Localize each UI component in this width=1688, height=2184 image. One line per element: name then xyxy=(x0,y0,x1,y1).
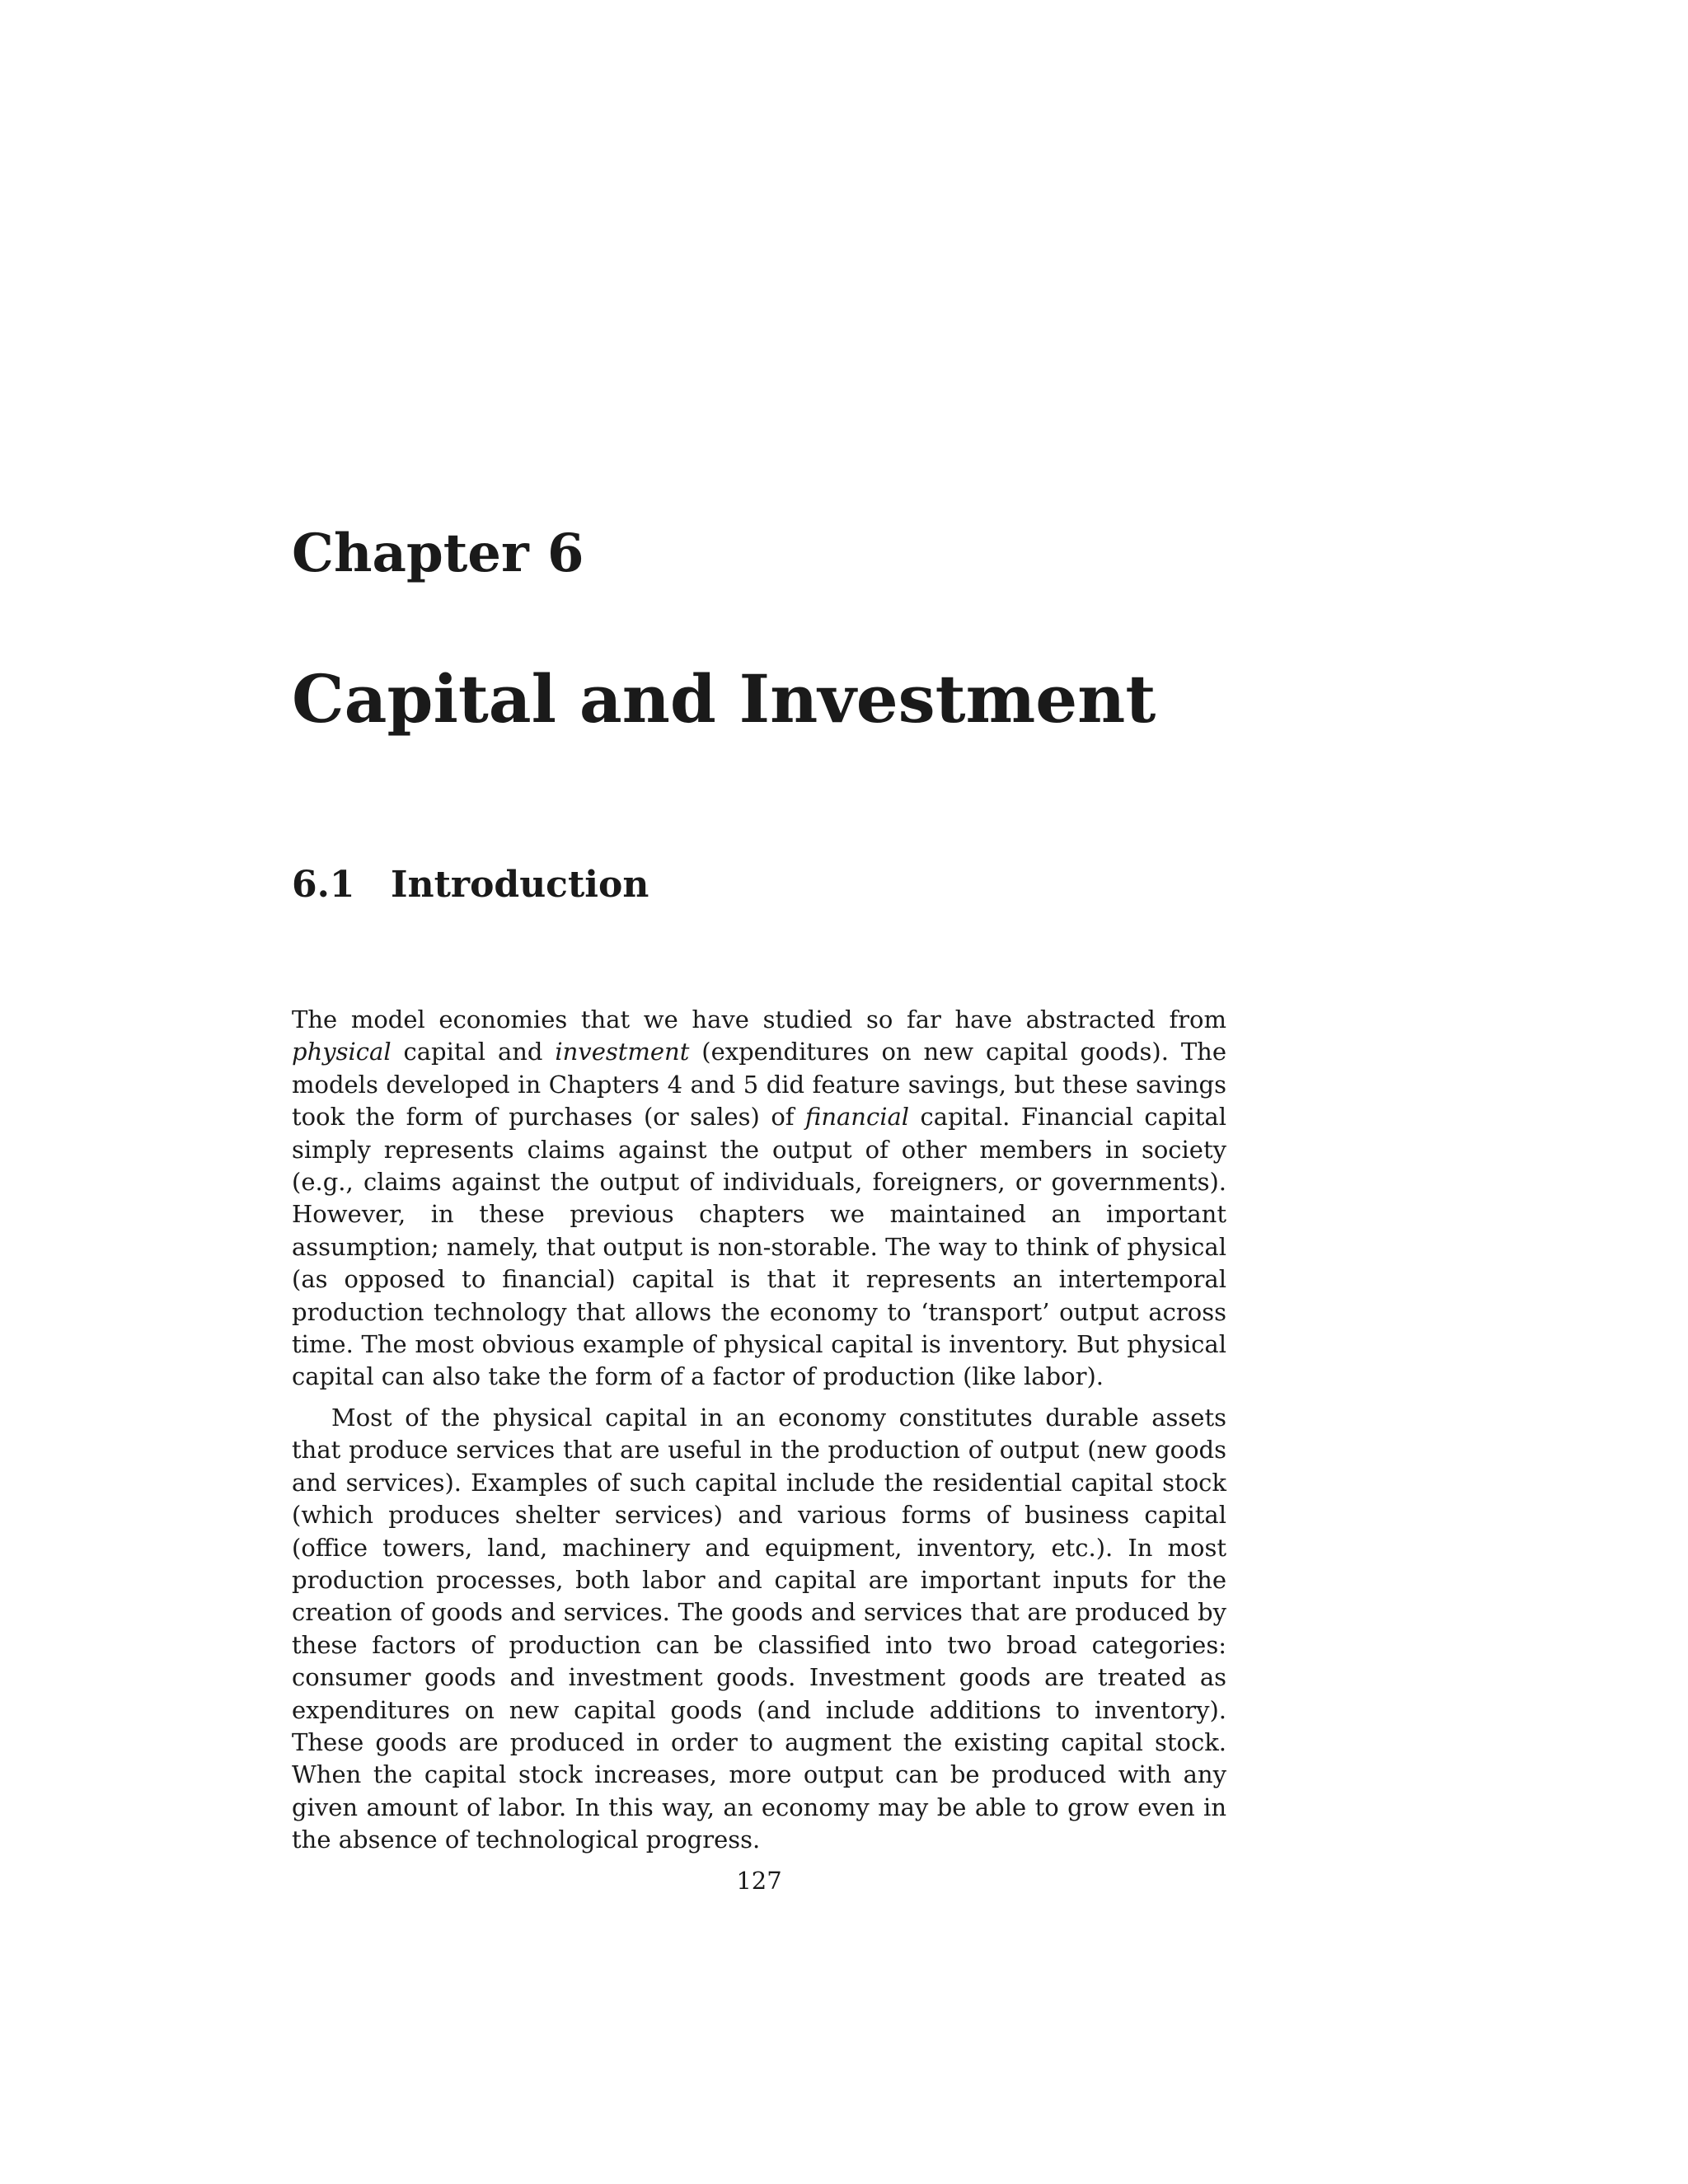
page-number: 127 xyxy=(736,1867,782,1895)
section-heading xyxy=(292,864,649,906)
text-run: capital. Financial capital simply represents claims against the output of other members in society (e.g., claims against the output of individuals, foreigners, or governments). However, in these previous chapters we maintained an important assumption; namely, that output is non-storable. The way to think of physical (as opposed to financial) capital is that it represents an intertemporal production technology that allows the economy to ‘transport’ output across time. The most obvious example of physical capital is inventory. But physical capital can also take the form of a factor of production (like labor). xyxy=(292,1103,1226,1391)
emphasized-text: physical xyxy=(292,1038,392,1066)
emphasized-text: investment xyxy=(555,1038,690,1066)
paragraph xyxy=(292,1402,1226,1857)
text-run: Most of the physical capital in an economy constitutes durable assets that produce services that are useful in the production of output (new goods and services). Examples of such capital include the residential capital stock (which produces shelter services) and various forms of business capital (office towers, land, machinery and equipment, inventory, etc.). In most production processes, both labor and capital are important inputs for the creation of goods and services. The goods and services that are produced by these factors of production can be classified into two broad categories: consumer goods and investment goods. Investment goods are treated as expenditures on new capital goods (and include additions to inventory). These goods are produced in order to augment the existing capital stock. When the capital stock increases, more output can be produced with any given amount of labor. In this way, an economy may be able to grow even in the absence of technological progress. xyxy=(292,1403,1226,1854)
text-run: The model economies that we have studied so far have abstracted from xyxy=(292,1005,1226,1033)
section-title: Introduction xyxy=(391,864,649,906)
text-run: (expenditures on new capital goods). The models developed in Chapters 4 and 5 did feature savings, but these savings took the form of purchases (or sales) of xyxy=(292,1038,1227,1132)
chapter-title: Capital and Investment xyxy=(292,660,1156,738)
body-text xyxy=(292,1004,1226,1857)
text-run: capital and xyxy=(391,1038,556,1066)
paragraph xyxy=(292,1004,1226,1394)
emphasized-text: financial xyxy=(805,1103,910,1132)
chapter-label: Chapter 6 xyxy=(292,523,584,584)
section-number: 6.1 xyxy=(292,864,355,906)
